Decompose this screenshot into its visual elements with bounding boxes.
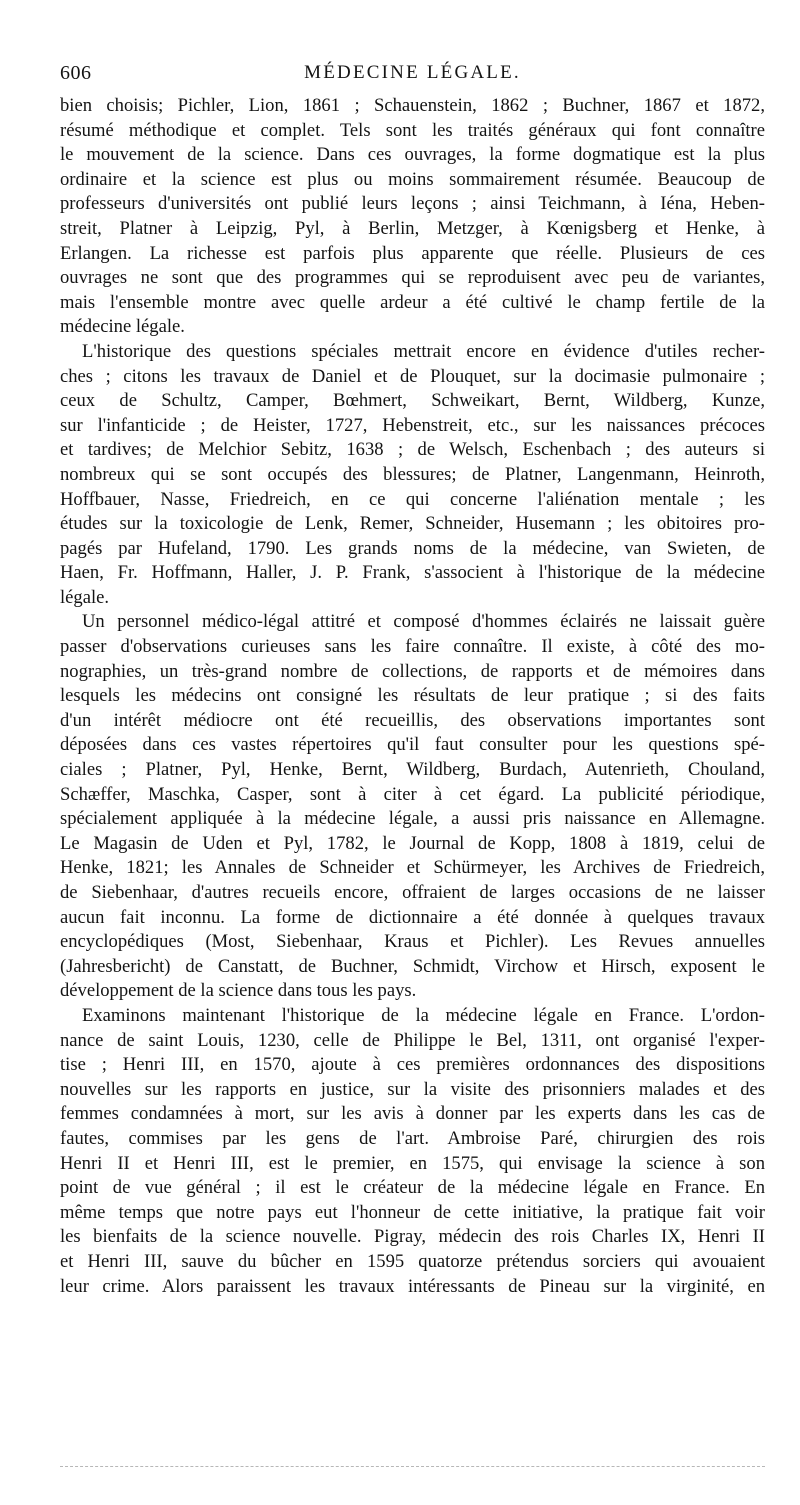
text-line: et Henri III, sauve du bûcher en 1595 quatorze prétendus sorciers qui avouaient bbox=[60, 1250, 765, 1272]
page-header bbox=[60, 62, 765, 90]
text-line: femmes condamnées à mort, sur les avis à donner par les experts dans les cas de bbox=[60, 1103, 765, 1125]
text-line: encyclopédiques (Most, Siebenhaar, Kraus et Pichler). Les Revues annuelles bbox=[60, 931, 765, 953]
text-line: sur l'infanticide ; de Heister, 1727, Hebenstreit, etc., sur les naissances précoces bbox=[60, 414, 765, 436]
text-line: (Jahresbericht) de Canstatt, de Buchner, Schmidt, Virchow et Hirsch, exposent le bbox=[60, 955, 765, 977]
text-line: L'historique des questions spéciales mettrait encore en évidence d'utiles recher- bbox=[82, 340, 765, 362]
text-line: nombreux qui se sont occupés des blessures; de Platner, Langenmann, Heinroth, bbox=[60, 463, 765, 485]
text-line: le mouvement de la science. Dans ces ouvrages, la forme dogmatique est la plus bbox=[60, 144, 765, 166]
body-text bbox=[60, 94, 765, 1299]
text-line: lesquels les médecins ont consigné les résultats de leur pratique ; si des faits bbox=[60, 685, 765, 707]
text-line: spécialement appliquée à la médecine légale, a aussi pris naissance en Allemagne. bbox=[60, 808, 765, 830]
text-line: ches ; citons les travaux de Daniel et de Plouquet, sur la docimasie pulmonaire ; bbox=[60, 365, 765, 387]
text-line: professeurs d'universités ont publié leurs leçons ; ainsi Teichmann, à Iéna, Heben- bbox=[60, 193, 765, 215]
text-line: Henri II et Henri III, est le premier, en 1575, qui envisage la science à son bbox=[60, 1152, 765, 1174]
text-line: Schæffer, Maschka, Casper, sont à citer à cet égard. La publicité périodique, bbox=[60, 783, 765, 805]
text-line: Un personnel médico-légal attitré et composé d'hommes éclairés ne laissait guère bbox=[82, 611, 765, 633]
text-line: ciales ; Platner, Pyl, Henke, Bernt, Wildberg, Burdach, Autenrieth, Chouland, bbox=[60, 759, 765, 781]
text-line: développement de la science dans tous les pays. bbox=[60, 980, 417, 1002]
text-line: tise ; Henri III, en 1570, ajoute à ces premières ordonnances des dispositions bbox=[60, 1054, 765, 1076]
text-line: mais l'ensemble montre avec quelle ardeur a été cultivé le champ fertile de la bbox=[60, 291, 765, 313]
text-line: et tardives; de Melchior Sebitz, 1638 ; de Welsch, Eschenbach ; des auteurs si bbox=[60, 439, 765, 461]
text-line: fautes, commises par les gens de l'art. Ambroise Paré, chirurgien des rois bbox=[60, 1127, 765, 1149]
text-line: ordinaire et la science est plus ou moins sommairement résumée. Beaucoup de bbox=[60, 168, 765, 190]
text-line: déposées dans ces vastes répertoires qu'il faut consulter pour les questions spé- bbox=[60, 734, 765, 756]
text-line: ouvrages ne sont que des programmes qui se reproduisent avec peu de variantes, bbox=[60, 267, 765, 289]
text-line: Le Magasin de Uden et Pyl, 1782, le Journal de Kopp, 1808 à 1819, celui de bbox=[60, 832, 765, 854]
text-line: Haen, Fr. Hoffmann, Haller, J. P. Frank, s'associent à l'historique de la médecine bbox=[60, 562, 765, 584]
text-line: streit, Platner à Leipzig, Pyl, à Berlin, Metzger, à Kœnigsberg et Henke, à bbox=[60, 217, 765, 239]
text-line: médecine légale. bbox=[60, 316, 185, 338]
text-line: ceux de Schultz, Camper, Bœhmert, Schweikart, Bernt, Wildberg, Kunze, bbox=[60, 390, 765, 412]
text-line: même temps que notre pays eut l'honneur de cette initiative, la pratique fait voir bbox=[60, 1201, 765, 1223]
text-line: point de vue général ; il est le créateur de la médecine légale en France. En bbox=[60, 1177, 765, 1199]
text-line: pagés par Hufeland, 1790. Les grands noms de la médecine, van Swieten, de bbox=[60, 537, 765, 559]
text-line: aucun fait inconnu. La forme de dictionnaire a été donnée à quelques travaux bbox=[60, 906, 765, 928]
text-line: nouvelles sur les rapports en justice, sur la visite des prisonniers malades et des bbox=[60, 1078, 765, 1100]
text-line: Examinons maintenant l'historique de la médecine légale en France. L'ordon- bbox=[82, 1004, 765, 1026]
text-line: les bienfaits de la science nouvelle. Pigray, médecin des rois Charles IX, Henri II bbox=[60, 1226, 765, 1248]
text-line: bien choisis; Pichler, Lion, 1861 ; Schauenstein, 1862 ; Buchner, 1867 et 1872, bbox=[60, 95, 765, 116]
text-line: passer d'observations curieuses sans les faire connaître. Il existe, à côté des mo- bbox=[60, 636, 765, 658]
text-line: Henke, 1821; les Annales de Schneider et Schürmeyer, les Archives de Friedreich, bbox=[60, 857, 765, 879]
text-line: études sur la toxicologie de Lenk, Remer, Schneider, Husemann ; les obitoires pro- bbox=[60, 513, 765, 535]
text-line: leur crime. Alors paraissent les travaux intéressants de Pineau sur la virginité, en bbox=[60, 1275, 765, 1297]
text-line: de Siebenhaar, d'autres recueils encore, offraient de larges occasions de ne laisser bbox=[60, 882, 765, 903]
text-line: nographies, un très-grand nombre de collections, de rapports et de mémoires dans bbox=[60, 660, 765, 682]
running-title: MÉDECINE LÉGALE. bbox=[304, 62, 521, 83]
text-line: Hoffbauer, Nasse, Friedreich, en ce qui concerne l'aliénation mentale ; les bbox=[60, 488, 765, 510]
text-line: Erlangen. La richesse est parfois plus apparente que réelle. Plusieurs de ces bbox=[60, 242, 765, 264]
footer-rule bbox=[60, 1466, 765, 1467]
text-line: légale. bbox=[60, 586, 110, 608]
text-line: résumé méthodique et complet. Tels sont les traités généraux qui font connaître bbox=[60, 119, 765, 141]
text-line: d'un intérêt médiocre ont été recueillis, des observations importantes sont bbox=[60, 709, 765, 731]
page-number: 606 bbox=[60, 62, 92, 84]
text-line: nance de saint Louis, 1230, celle de Philippe le Bel, 1311, ont organisé l'exper- bbox=[60, 1029, 765, 1051]
